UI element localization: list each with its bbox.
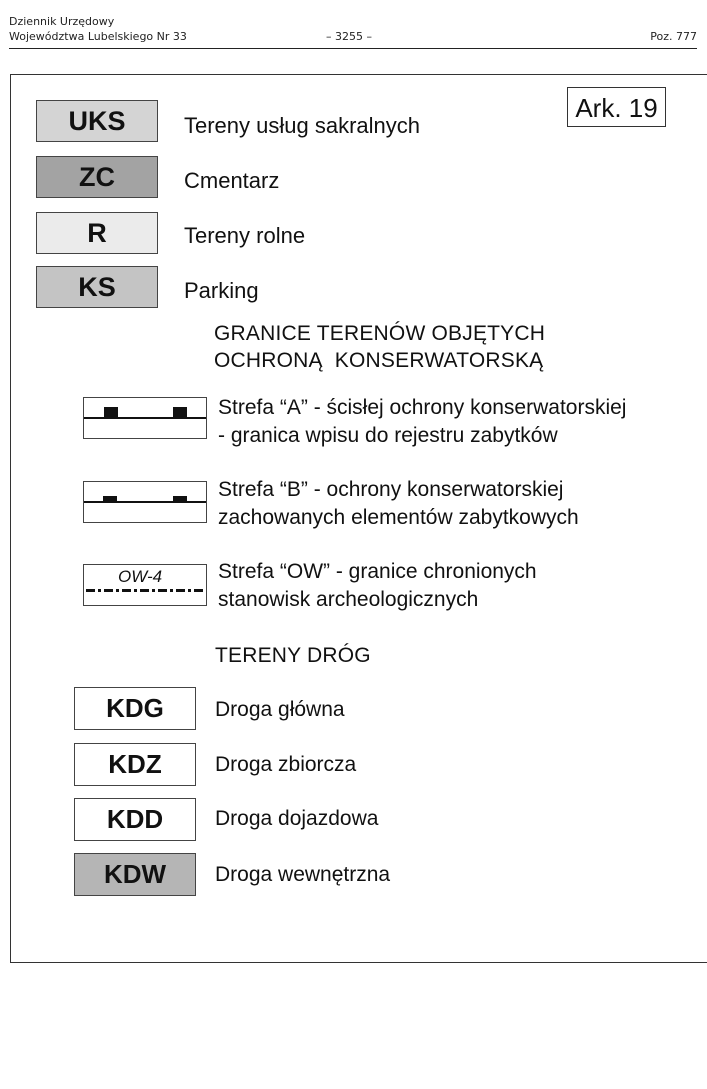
zone-code-box: ZC	[36, 156, 158, 198]
road-code-box: KDD	[74, 798, 196, 841]
page-header	[9, 14, 697, 49]
position-number: Poz. 777	[650, 30, 697, 43]
zone-code-box: UKS	[36, 100, 158, 142]
zone-a-description	[218, 394, 626, 450]
zone-label: Tereny usług sakralnych	[184, 113, 421, 138]
road-label: Droga dojazdowa	[215, 807, 379, 830]
zone-b-description	[218, 476, 579, 532]
road-code-box: KDZ	[74, 743, 196, 786]
zone-label: Cmentarz	[184, 168, 280, 193]
conservation-title-line2: OCHRONĄ KONSERWATORSKĄ	[214, 349, 544, 372]
zone-ow-boundary-symbol	[83, 564, 207, 606]
zone-code-box: KS	[36, 266, 158, 308]
sheet-label: Ark. 19	[567, 87, 666, 127]
road-label: Droga główna	[215, 698, 345, 721]
zone-label: Tereny rolne	[184, 223, 306, 248]
journal-title	[9, 14, 187, 44]
road-code-box: KDG	[74, 687, 196, 730]
zone-code-box: R	[36, 212, 158, 254]
zone-a-line2: - granica wpisu do rejestru zabytków	[218, 424, 558, 447]
road-code-box: KDW	[74, 853, 196, 896]
zone-a-line1: Strefa “A” - ścisłej ochrony konserwatorskiej	[218, 396, 627, 419]
zone-b-boundary-symbol	[83, 481, 207, 523]
zone-a-boundary-symbol	[83, 397, 207, 439]
zone-b-line2: zachowanych elementów zabytkowych	[218, 506, 579, 529]
roads-title: TERENY DRÓG	[215, 644, 371, 667]
conservation-title	[214, 320, 545, 374]
road-label: Droga zbiorcza	[215, 753, 357, 776]
zone-ow-line1: Strefa “OW” - granice chronionych	[218, 560, 537, 583]
zone-label: Parking	[184, 278, 259, 303]
page-number: – 3255 –	[326, 30, 372, 43]
zone-b-line1: Strefa “B” - ochrony konserwatorskiej	[218, 478, 564, 501]
zone-ow-symbol-label: OW-4	[118, 567, 163, 586]
road-label: Droga wewnętrzna	[215, 863, 391, 886]
journal-title-line1: Dziennik Urzędowy	[9, 15, 115, 28]
zone-ow-description	[218, 558, 537, 614]
zone-ow-line2: stanowisk archeologicznych	[218, 588, 479, 611]
dash-dot-line-icon	[86, 589, 204, 592]
conservation-title-line1: GRANICE TERENÓW OBJĘTYCH	[214, 322, 546, 345]
journal-title-line2: Województwa Lubelskiego Nr 33	[9, 30, 187, 43]
